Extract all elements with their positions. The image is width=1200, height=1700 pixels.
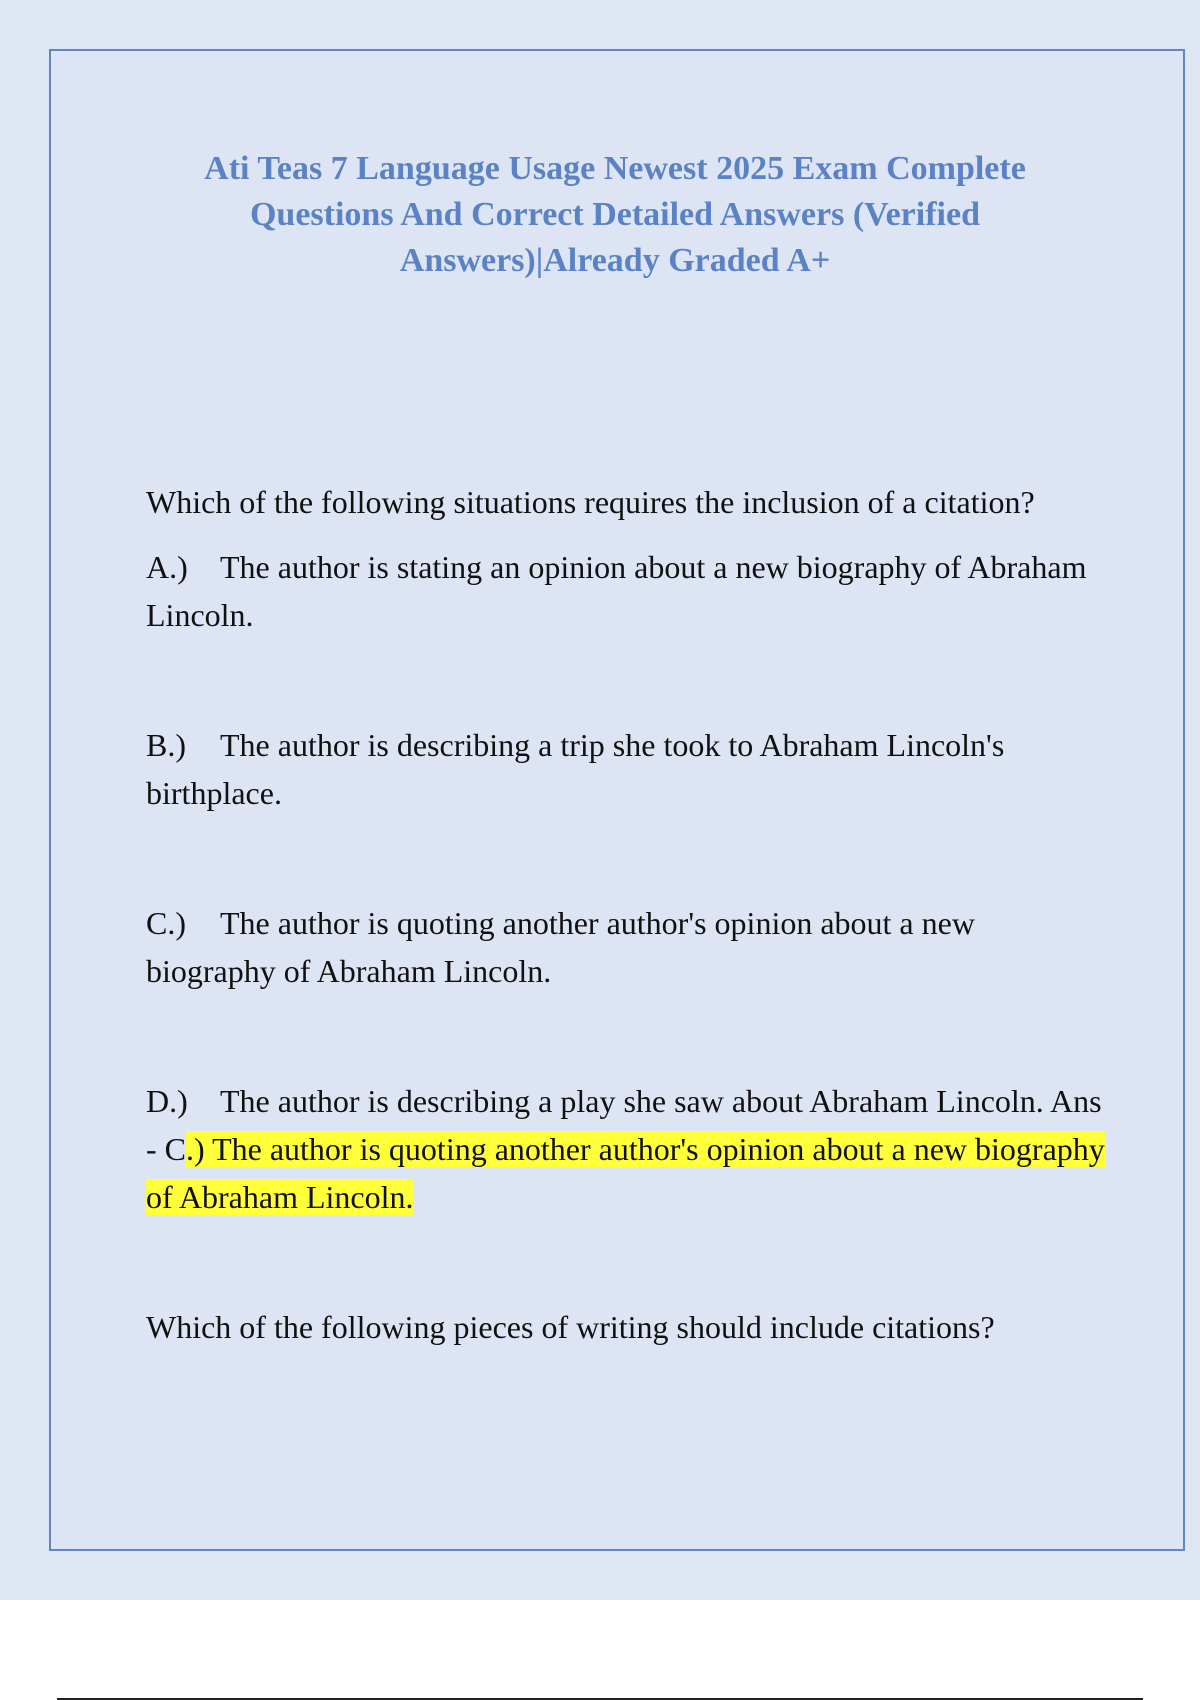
option-d-text: The author is describing a play she saw about Abraham Lincoln. Ans - C: [146, 1083, 1102, 1167]
answer-highlight: .) The author is quoting another author's opinion about a new biography of Abraham Lincoln.: [146, 1131, 1105, 1215]
option-d-letter: D.): [146, 1083, 188, 1119]
question-2-text: Which of the following pieces of writing should include citations?: [146, 1309, 995, 1345]
question-1-option-b: [146, 721, 1106, 817]
question-1-option-a: [146, 543, 1106, 639]
option-b-text: The author is describing a trip she took to Abraham Lincoln's birthplace.: [146, 727, 1005, 811]
option-c-letter: C.): [146, 905, 186, 941]
option-a-text: The author is stating an opinion about a new biography of Abraham Lincoln.: [146, 549, 1087, 633]
option-b-letter: B.): [146, 727, 186, 763]
question-1-text: Which of the following situations requires the inclusion of a citation?: [146, 484, 1035, 520]
option-a-letter: A.): [146, 549, 188, 585]
question-1-option-d: [146, 1077, 1106, 1221]
document-title: Ati Teas 7 Language Usage Newest 2025 Exam Complete Questions And Correct Detailed Answers (Verified Answers)|Already Graded A+: [204, 150, 1026, 279]
option-c-text: The author is quoting another author's opinion about a new biography of Abraham Lincoln.: [146, 905, 975, 989]
document-body: [146, 478, 1106, 1351]
question-1-option-c: [146, 899, 1106, 995]
